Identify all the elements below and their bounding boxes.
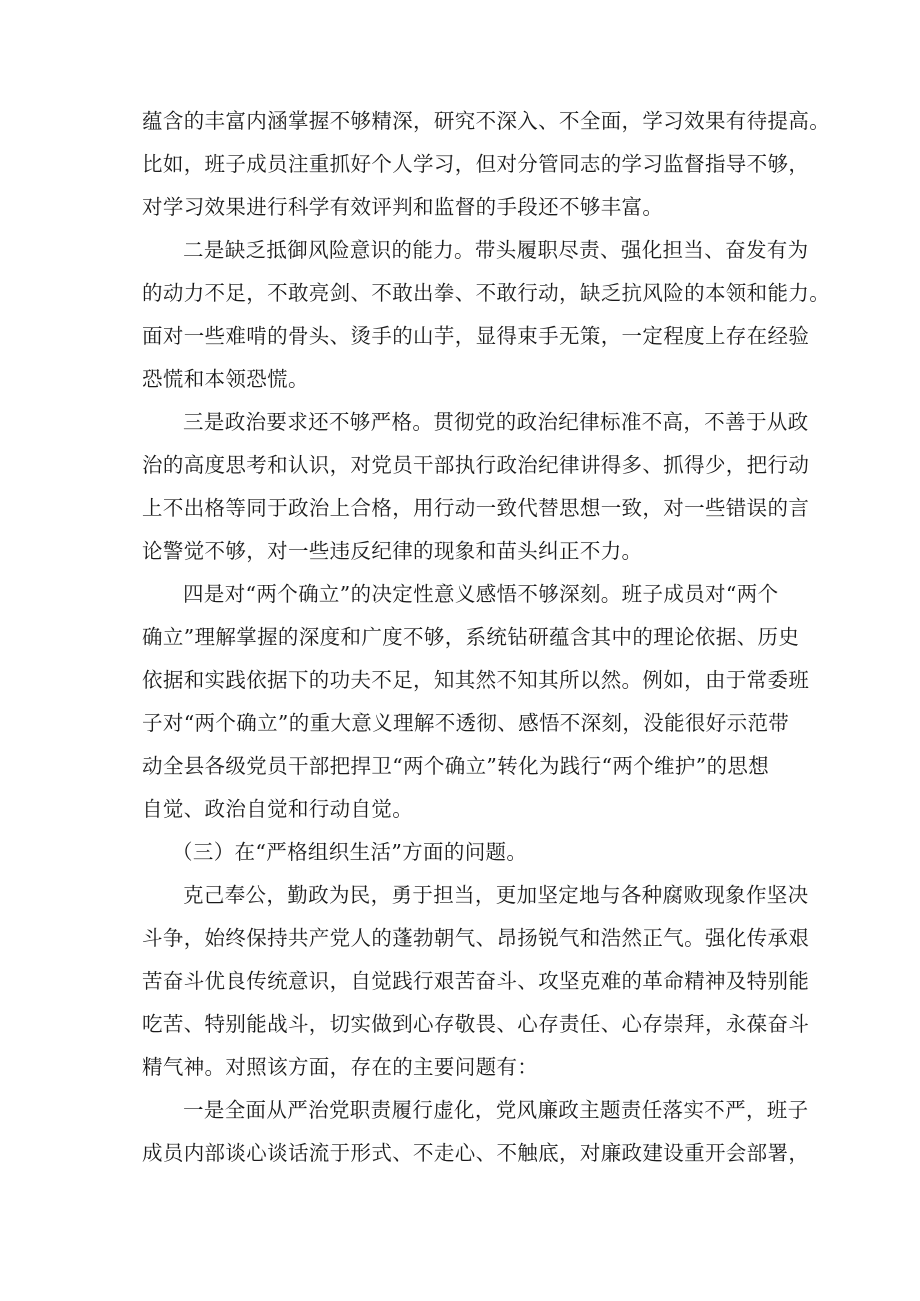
body-text-line: 苦奋斗优良传统意识，自觉践行艰苦奋斗、攻坚克难的革命精神及特别能 (142, 969, 810, 993)
body-text-line: 治的高度思考和认识，对党员干部执行政治纪律讲得多、抓得少，把行动 (142, 453, 810, 477)
body-text-line: 恐慌和本领恐慌。 (142, 367, 309, 391)
paragraph-first-line: 克己奉公，勤政为民，勇于担当，更加坚定地与各种腐败现象作坚决 (183, 883, 809, 907)
body-text-line: 论警觉不够，对一些违反纪律的现象和苗头纠正不力。 (142, 539, 643, 563)
paragraph-first-line: 四是对“两个确立”的决定性意义感悟不够深刻。班子成员对“两个 (183, 582, 779, 606)
body-text-line: 蕴含的丰富内涵掌握不够精深，研究不深入、不全面，学习效果有待提高。 (142, 109, 831, 133)
section-heading: （三）在“严格组织生活”方面的问题。 (172, 840, 528, 864)
body-text-line: 子对“两个确立”的重大意义理解不透彻、感悟不深刻，没能很好示范带 (142, 711, 790, 735)
body-text-line: 动全县各级党员干部把捍卫“两个确立”转化为践行“两个维护”的思想 (142, 754, 770, 778)
body-text-line: 成员内部谈心谈话流于形式、不走心、不触底，对廉政建设重开会部署， (142, 1141, 810, 1165)
body-text-line: 斗争，始终保持共产党人的蓬勃朝气、昂扬锐气和浩然正气。强化传承艰 (142, 926, 810, 950)
body-text-line: 上不出格等同于政治上合格，用行动一致代替思想一致，对一些错误的言 (142, 496, 810, 520)
body-text-line: 比如，班子成员注重抓好个人学习，但对分管同志的学习监督指导不够， (142, 152, 810, 176)
body-text-line: 面对一些难啃的骨头、烫手的山芋，显得束手无策，一定程度上存在经验 (142, 324, 810, 348)
body-text-line: 吃苦、特别能战斗，切实做到心存敬畏、心存责任、心存崇拜，永葆奋斗 (142, 1012, 810, 1036)
body-text-line: 精气神。对照该方面，存在的主要问题有： (142, 1055, 539, 1079)
paragraph-first-line: 三是政治要求还不够严格。贯彻党的政治纪律标准不高，不善于从政 (183, 410, 809, 434)
body-text-line: 确立”理解掌握的深度和广度不够，系统钻研蕴含其中的理论依据、历史 (142, 625, 800, 649)
body-text-line: 的动力不足，不敢亮剑、不敢出拳、不敢行动，缺乏抗风险的本领和能力。 (142, 281, 831, 305)
body-text-line: 对学习效果进行科学有效评判和监督的手段还不够丰富。 (142, 195, 664, 219)
paragraph-first-line: 二是缺乏抵御风险意识的能力。带头履职尽责、强化担当、奋发有为 (183, 238, 809, 262)
body-text-line: 依据和实践依据下的功夫不足，知其然不知其所以然。例如，由于常委班 (142, 668, 810, 692)
body-text-line: 自觉、政治自觉和行动自觉。 (142, 797, 414, 821)
paragraph-first-line: 一是全面从严治党职责履行虚化，党风廉政主题责任落实不严，班子 (183, 1098, 809, 1122)
